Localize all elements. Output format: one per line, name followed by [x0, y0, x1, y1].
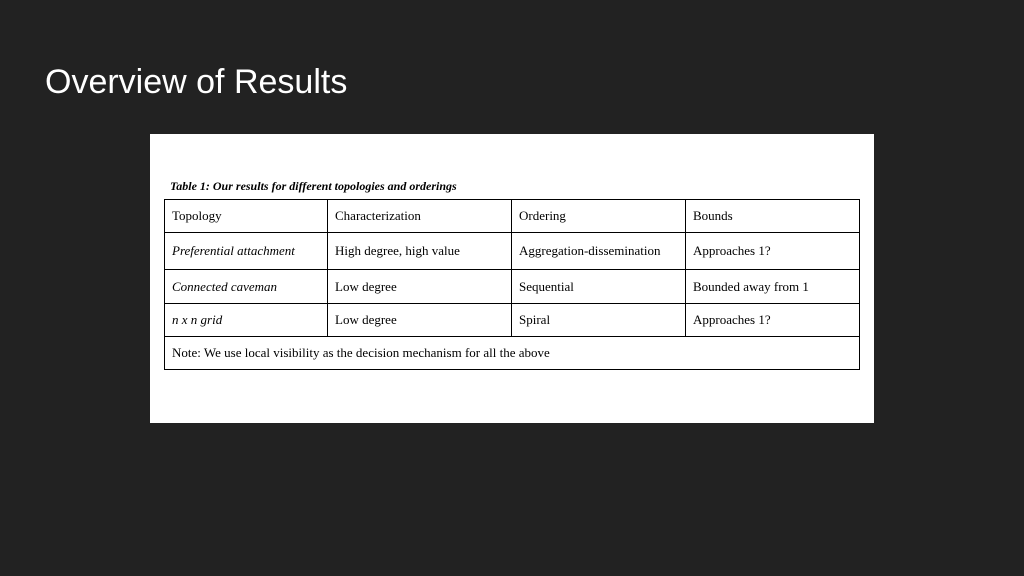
cell-topology: Connected caveman: [165, 270, 328, 304]
table-row: [165, 270, 860, 304]
table-caption: Table 1: Our results for different topologies and orderings: [170, 179, 457, 193]
table-note: Note: We use local visibility as the decision mechanism for all the above: [165, 337, 860, 370]
table-row: [165, 304, 860, 337]
table-panel: [150, 134, 874, 423]
results-table: [164, 199, 860, 370]
cell-bounds: Bounded away from 1: [686, 270, 860, 304]
cell-characterization: Low degree: [328, 270, 512, 304]
slide-title: Overview of Results: [45, 63, 348, 101]
cell-characterization: High degree, high value: [328, 233, 512, 270]
header-characterization: Characterization: [328, 200, 512, 233]
cell-characterization: Low degree: [328, 304, 512, 337]
header-ordering: Ordering: [512, 200, 686, 233]
header-bounds: Bounds: [686, 200, 860, 233]
cell-ordering: Aggregation-dissemination: [512, 233, 686, 270]
table-note-row: [165, 337, 860, 370]
table-header-row: [165, 200, 860, 233]
cell-ordering: Spiral: [512, 304, 686, 337]
cell-bounds: Approaches 1?: [686, 304, 860, 337]
table-row: [165, 233, 860, 270]
cell-ordering: Sequential: [512, 270, 686, 304]
cell-topology: Preferential attachment: [165, 233, 328, 270]
cell-topology: n x n grid: [165, 304, 328, 337]
header-topology: Topology: [165, 200, 328, 233]
cell-bounds: Approaches 1?: [686, 233, 860, 270]
